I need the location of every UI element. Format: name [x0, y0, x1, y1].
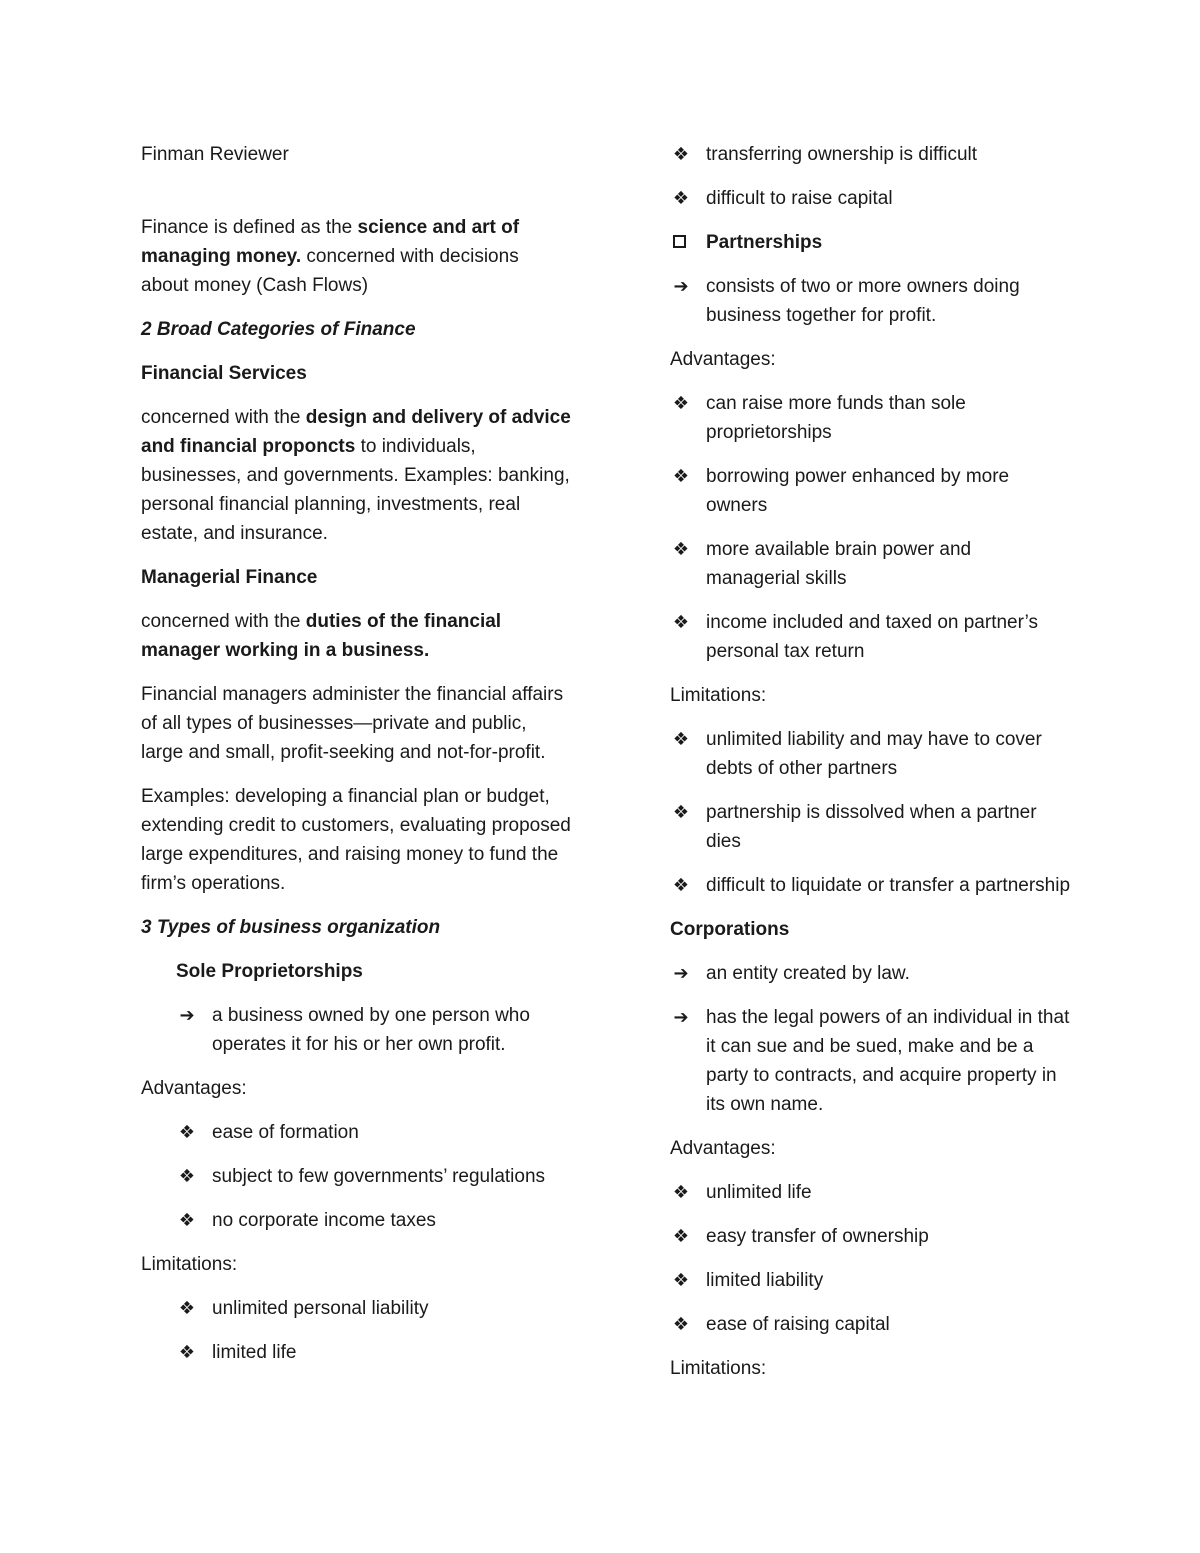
types-heading: 3 Types of business organization	[141, 917, 441, 938]
list-item-text: more available brain power and managerial skills	[706, 539, 972, 589]
list-item-text: limited life	[212, 1342, 297, 1363]
list-item	[670, 389, 1070, 447]
list-item	[670, 1310, 1070, 1339]
list-item	[176, 1118, 571, 1147]
list-item-text: can raise more funds than sole proprietorships	[706, 393, 966, 443]
corporations-definition	[670, 959, 1070, 988]
diamond-bullet-icon: ❖	[672, 188, 690, 208]
diamond-bullet-icon: ❖	[672, 1270, 690, 1290]
diamond-bullet-icon: ❖	[178, 1342, 196, 1362]
diamond-bullet-icon: ❖	[672, 1314, 690, 1334]
managerial-finance-paragraph	[141, 607, 571, 665]
corporations-limitations-label: Limitations:	[670, 1358, 767, 1379]
mf-emphasis: duties of the financial manager working in a business.	[141, 611, 502, 661]
list-item-text: easy transfer of ownership	[706, 1226, 929, 1247]
sole-definition-text: a business owned by one person who operates it for his or her own profit.	[212, 1005, 530, 1055]
list-item	[670, 1178, 1070, 1207]
sole-advantages-label: Advantages:	[141, 1078, 247, 1099]
sole-definition	[176, 1001, 571, 1059]
diamond-bullet-icon: ❖	[178, 1298, 196, 1318]
sole-limitations-label: Limitations:	[141, 1254, 238, 1275]
diamond-bullet-icon: ❖	[672, 393, 690, 413]
list-item-text: partnership is dissolved when a partner dies	[706, 802, 1037, 852]
partnerships-advantages-label: Advantages:	[670, 349, 776, 370]
list-item	[670, 462, 1070, 520]
intro-paragraph	[141, 213, 571, 300]
diamond-bullet-icon: ❖	[178, 1210, 196, 1230]
diamond-bullet-icon: ❖	[672, 1182, 690, 1202]
diamond-bullet-icon: ❖	[672, 466, 690, 486]
list-item-text: limited liability	[706, 1270, 824, 1291]
intro-emphasis: science and art of managing money.	[141, 217, 520, 267]
list-item-text: difficult to liquidate or transfer a partnership	[706, 875, 1071, 896]
list-item-text: unlimited life	[706, 1182, 812, 1203]
diamond-bullet-icon: ❖	[672, 802, 690, 822]
partnerships-definition-text: consists of two or more owners doing business together for profit.	[706, 276, 1020, 326]
list-item	[670, 184, 1070, 213]
list-item	[176, 1294, 571, 1323]
list-item-text: borrowing power enhanced by more owners	[706, 466, 1010, 516]
list-item	[670, 798, 1070, 856]
list-item-text: unlimited personal liability	[212, 1298, 429, 1319]
partnerships-limitations-label: Limitations:	[670, 685, 767, 706]
fs-text: concerned with the	[141, 407, 306, 428]
list-item-text: income included and taxed on partner’s personal tax return	[706, 612, 1039, 662]
list-item	[670, 140, 1070, 169]
managerial-finance-heading: Managerial Finance	[141, 567, 318, 588]
intro-text-end: concerned with decisions about money (Cash Flows)	[141, 246, 519, 296]
mf-text: concerned with the	[141, 611, 306, 632]
list-item-text: ease of formation	[212, 1122, 359, 1143]
list-item	[176, 1338, 571, 1367]
managerial-finance-examples: Examples: developing a financial plan or budget, extending credit to customers, evaluating proposed large expenditures, and raising money to fund the firm’s operations.	[141, 786, 571, 894]
list-item-text: difficult to raise capital	[706, 188, 893, 209]
financial-services-heading: Financial Services	[141, 363, 307, 384]
sole-heading: Sole Proprietorships	[176, 961, 363, 982]
diamond-bullet-icon: ❖	[178, 1122, 196, 1142]
intro-text: Finance is defined as the	[141, 217, 358, 238]
list-item	[670, 608, 1070, 666]
list-item-text: has the legal powers of an individual in that it can sue and be sued, make and be a party to contracts, and acquire property in its own name.	[706, 1007, 1070, 1115]
document-title: Finman Reviewer	[141, 144, 289, 165]
arrow-icon: ➔	[673, 963, 689, 983]
fs-emphasis: design and delivery of advice and financial proponcts	[141, 407, 571, 457]
list-item-text: unlimited liability and may have to cover debts of other partners	[706, 729, 1042, 779]
list-item-text: no corporate income taxes	[212, 1210, 436, 1231]
diamond-bullet-icon: ❖	[178, 1166, 196, 1186]
list-item	[670, 1222, 1070, 1251]
list-item	[670, 725, 1070, 783]
left-column	[141, 140, 571, 1382]
arrow-icon: ➔	[673, 276, 689, 296]
financial-services-paragraph	[141, 403, 571, 548]
diamond-bullet-icon: ❖	[672, 612, 690, 632]
categories-heading: 2 Broad Categories of Finance	[141, 319, 416, 340]
list-item-text: an entity created by law.	[706, 963, 910, 984]
partnerships-definition	[670, 272, 1070, 330]
list-item	[670, 1266, 1070, 1295]
fs-text-end: to individuals, businesses, and governments. Examples: banking, personal financial planning, investments, real estate, and insurance.	[141, 436, 570, 544]
list-item-text: ease of raising capital	[706, 1314, 890, 1335]
list-item	[176, 1206, 571, 1235]
diamond-bullet-icon: ❖	[672, 1226, 690, 1246]
arrow-icon: ➔	[179, 1005, 195, 1025]
list-item-text: subject to few governments’ regulations	[212, 1166, 546, 1187]
partnerships-heading	[670, 228, 1070, 257]
title-spacer	[141, 169, 571, 213]
list-item	[176, 1162, 571, 1191]
managerial-finance-paragraph-2: Financial managers administer the financial affairs of all types of businesses—private and public, large and small, profit-seeking and not-for-profit.	[141, 684, 564, 763]
corporations-advantages-label: Advantages:	[670, 1138, 776, 1159]
diamond-bullet-icon: ❖	[672, 875, 690, 895]
list-item	[670, 535, 1070, 593]
list-item-text: transferring ownership is difficult	[706, 144, 978, 165]
checkbox-square-icon	[673, 235, 686, 248]
partnerships-heading-text: Partnerships	[706, 232, 823, 253]
right-column	[670, 140, 1070, 1398]
diamond-bullet-icon: ❖	[672, 144, 690, 164]
diamond-bullet-icon: ❖	[672, 729, 690, 749]
corporations-heading: Corporations	[670, 919, 790, 940]
corporations-definition	[670, 1003, 1070, 1119]
diamond-bullet-icon: ❖	[672, 539, 690, 559]
list-item	[670, 871, 1070, 900]
arrow-icon: ➔	[673, 1007, 689, 1027]
